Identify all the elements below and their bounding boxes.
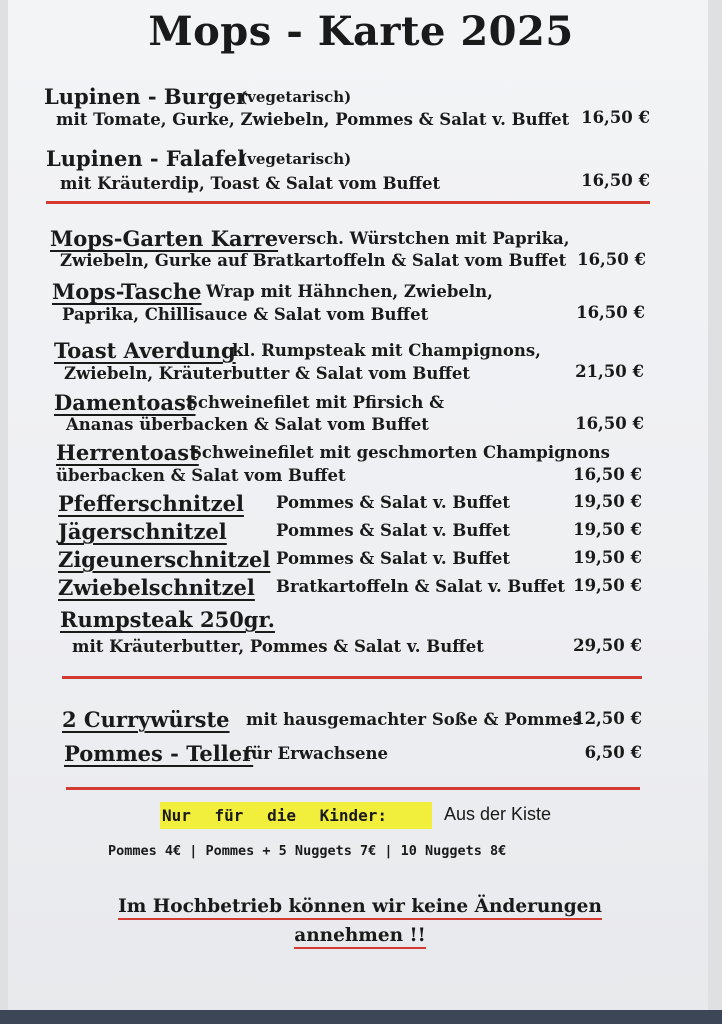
- item-description: versch. Würstchen mit Paprika,: [278, 229, 570, 248]
- kids-box-text: Aus der Kiste: [444, 804, 552, 824]
- notice-text: annehmen !!: [294, 925, 426, 949]
- item-name: Pfefferschnitzel: [58, 491, 244, 516]
- divider-rule: [66, 787, 640, 790]
- item-description: kl. Rumpsteak mit Champignons,: [232, 341, 541, 360]
- item-name: Mops-Tasche: [52, 279, 202, 304]
- item-name: Zwiebelschnitzel: [58, 575, 255, 600]
- item-description: Pommes & Salat v. Buffet: [276, 521, 511, 540]
- menu-title: Mops - Karte 2025: [148, 8, 574, 55]
- item-description: für Erwachsene: [244, 744, 389, 763]
- divider-rule: [62, 676, 642, 679]
- item-description: mit Kräuterbutter, Pommes & Salat v. Buffet: [72, 637, 484, 656]
- item-name: Zigeunerschnitzel: [58, 547, 271, 572]
- item-name: Damentoast: [54, 390, 196, 415]
- item-name: Herrentoast: [56, 440, 199, 465]
- item-name: Lupinen - Burger: [44, 84, 248, 109]
- item-description: Bratkartoffeln & Salat v. Buffet: [276, 577, 566, 596]
- divider-rule: [46, 201, 650, 204]
- item-description: Ananas überbacken & Salat vom Buffet: [66, 415, 429, 434]
- item-price: 16,50 €: [577, 250, 646, 269]
- item-price: 19,50 €: [573, 548, 642, 567]
- table-edge: [0, 1010, 722, 1024]
- item-name: Mops-Garten Karre: [50, 226, 279, 251]
- item-tag: (vegetarisch): [240, 88, 352, 106]
- item-name: Pommes - Teller: [64, 741, 254, 766]
- item-description: Pommes & Salat v. Buffet: [276, 493, 511, 512]
- notice-line: [100, 896, 620, 917]
- item-price: 6,50 €: [584, 743, 642, 762]
- item-description: Schweinefilet mit Pfirsich &: [186, 393, 444, 412]
- item-description: mit hausgemachter Soße & Pommes: [246, 710, 582, 729]
- item-price: 16,50 €: [575, 414, 644, 433]
- item-price: 16,50 €: [573, 465, 642, 484]
- item-name: Rumpsteak 250gr.: [60, 607, 275, 632]
- item-price: 21,50 €: [575, 362, 644, 381]
- item-description: Zwiebeln, Kräuterbutter & Salat vom Buffet: [64, 364, 471, 383]
- item-name: Jägerschnitzel: [58, 519, 227, 544]
- item-price: 29,50 €: [573, 636, 642, 655]
- item-price: 16,50 €: [581, 108, 650, 127]
- kids-label: Nur für die Kinder:: [162, 806, 388, 825]
- item-name: Toast Averdung: [54, 338, 236, 363]
- item-description: Wrap mit Hähnchen, Zwiebeln,: [206, 282, 493, 301]
- kids-price-list: Pommes 4€ | Pommes + 5 Nuggets 7€ | 10 Nuggets 8€: [108, 843, 507, 859]
- item-price: 19,50 €: [573, 576, 642, 595]
- item-price: 16,50 €: [581, 171, 650, 190]
- item-name: Lupinen - Falafel: [46, 146, 246, 171]
- item-description: Paprika, Chillisauce & Salat vom Buffet: [62, 305, 429, 324]
- item-description: Pommes & Salat v. Buffet: [276, 549, 511, 568]
- item-price: 19,50 €: [573, 492, 642, 511]
- notice-text: Im Hochbetrieb können wir keine Änderungen: [118, 896, 602, 920]
- notice-line: [100, 925, 620, 946]
- item-description: Schweinefilet mit geschmorten Champignons: [190, 443, 610, 462]
- item-description: Zwiebeln, Gurke auf Bratkartoffeln & Salat vom Buffet: [60, 251, 567, 270]
- item-price: 12,50 €: [573, 709, 642, 728]
- item-price: 19,50 €: [573, 520, 642, 539]
- item-description: überbacken & Salat vom Buffet: [56, 466, 346, 485]
- item-description: mit Tomate, Gurke, Zwiebeln, Pommes & Salat v. Buffet: [56, 110, 570, 129]
- item-price: 16,50 €: [576, 303, 645, 322]
- item-description: mit Kräuterdip, Toast & Salat vom Buffet: [60, 174, 441, 193]
- item-name: 2 Currywürste: [62, 707, 230, 732]
- item-tag: (vegetarisch): [240, 150, 352, 168]
